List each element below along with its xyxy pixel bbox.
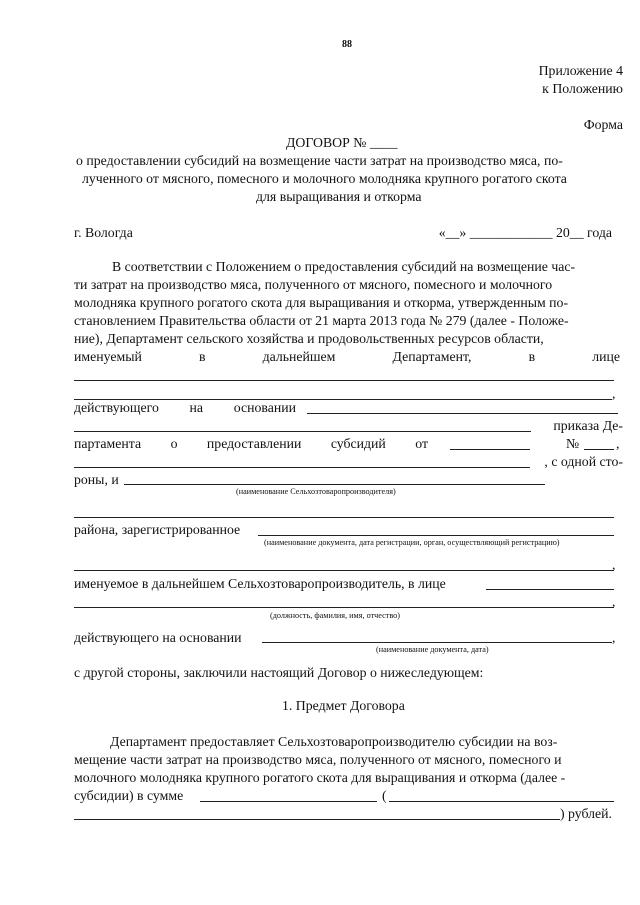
section-1-line-1: Департамент предоставляет Сельхозтоваропроизводителю субсидии на воз- <box>110 734 558 749</box>
preamble-line-1: В соответствии с Положением о предоставления субсидий на возмещение час- <box>112 259 576 274</box>
paren-open: ( <box>382 788 387 803</box>
number-sign: № <box>566 436 580 451</box>
title-line-2: лученного от мясного, помесного и молочного молодняка крупного рогатого скота <box>82 171 567 186</box>
registration-hint: (наименование документа, дата регистрации, орган, осуществляющий регистрацию) <box>264 538 560 547</box>
amount-words-line[interactable] <box>389 801 614 802</box>
comma-5: , <box>612 630 616 645</box>
comma-2: , <box>616 436 620 451</box>
order-date-line[interactable] <box>450 449 530 450</box>
department-label: партамента о предоставлении субсидий от <box>74 436 428 451</box>
preamble-line-2: ти затрат на производство мяса, полученного от мясного, помесного и молочного <box>74 277 553 292</box>
appendix-line-1: Приложение 4 <box>538 63 623 78</box>
person-hint: (должность, фамилия, имя, отчество) <box>270 611 400 620</box>
acting-basis-label: действующего на основании <box>74 400 296 415</box>
producer-name-line-2[interactable] <box>74 517 614 518</box>
preamble-line-5: ние), Департамент сельского хозяйства и продовольственных ресурсов области, <box>74 331 544 346</box>
representative-line[interactable] <box>74 380 614 381</box>
rubles-label: ) рублей. <box>560 806 612 821</box>
amount-words-line-2[interactable] <box>74 819 560 820</box>
section-1-heading: 1. Предмет Договора <box>282 698 405 713</box>
page-number: 88 <box>342 39 352 50</box>
section-1-line-3: молочного молодняка крупного рогатого скота для выращивания и откорма (далее - <box>74 770 566 785</box>
person-line[interactable] <box>74 607 614 608</box>
one-side-label: , с одной сто- <box>544 454 623 469</box>
party-b-label: роны, и <box>74 472 119 487</box>
acting-basis-2-label: действующего на основании <box>74 630 242 645</box>
comma-4: , <box>612 594 616 609</box>
other-side-text: с другой стороны, заключили настоящий Договор о нижеследующем: <box>74 665 484 680</box>
title-line-3: для выращивания и откорма <box>256 189 422 204</box>
contract-heading: ДОГОВОР № ____ <box>286 135 398 150</box>
producer-name-line[interactable] <box>124 484 545 485</box>
registration-line[interactable] <box>258 535 614 536</box>
producer-basis-line[interactable] <box>262 642 612 643</box>
order-number-line[interactable] <box>584 449 614 450</box>
preamble-line-6: именуемый в дальнейшем Департамент, в лице <box>74 349 620 364</box>
named-label: именуемое в дальнейшем Сельхозтоваропроизводитель, в лице <box>74 576 446 591</box>
amount-digits-line[interactable] <box>200 801 377 802</box>
city: г. Вологда <box>74 225 133 240</box>
registration-line-2[interactable] <box>74 570 614 571</box>
appendix-line-2: к Положению <box>542 81 623 96</box>
preamble-line-3: молодняка крупного рогатого скота для выращивания и откорма, утвержденным по- <box>74 295 569 310</box>
order-label: приказа Де- <box>553 418 623 433</box>
preamble-line-4: становлением Правительства области от 21 марта 2013 года № 279 (далее - Положе- <box>74 313 569 328</box>
contract-date: «__» ____________ 20__ года <box>438 225 612 240</box>
basis-line[interactable] <box>307 413 618 414</box>
order-line[interactable] <box>74 431 531 432</box>
district-label: района, зарегистрированное <box>74 522 241 537</box>
basis-doc-hint: (наименование документа, дата) <box>376 645 489 654</box>
producer-name-hint: (наименование Сельхозтоваропроизводителя) <box>236 487 396 496</box>
representative-producer-line[interactable] <box>486 589 614 590</box>
section-1-line-4: субсидии) в сумме <box>74 788 184 803</box>
title-line-1: о предоставлении субсидий на возмещение части затрат на производство мяса, по- <box>76 153 563 168</box>
comma-3: , <box>612 557 616 572</box>
order-line-2[interactable] <box>74 467 530 468</box>
comma: , <box>612 386 616 401</box>
form-label: Форма <box>583 117 623 132</box>
section-1-line-2: мещение части затрат на производство мяса, полученного от мясного, помесного и <box>74 752 562 767</box>
